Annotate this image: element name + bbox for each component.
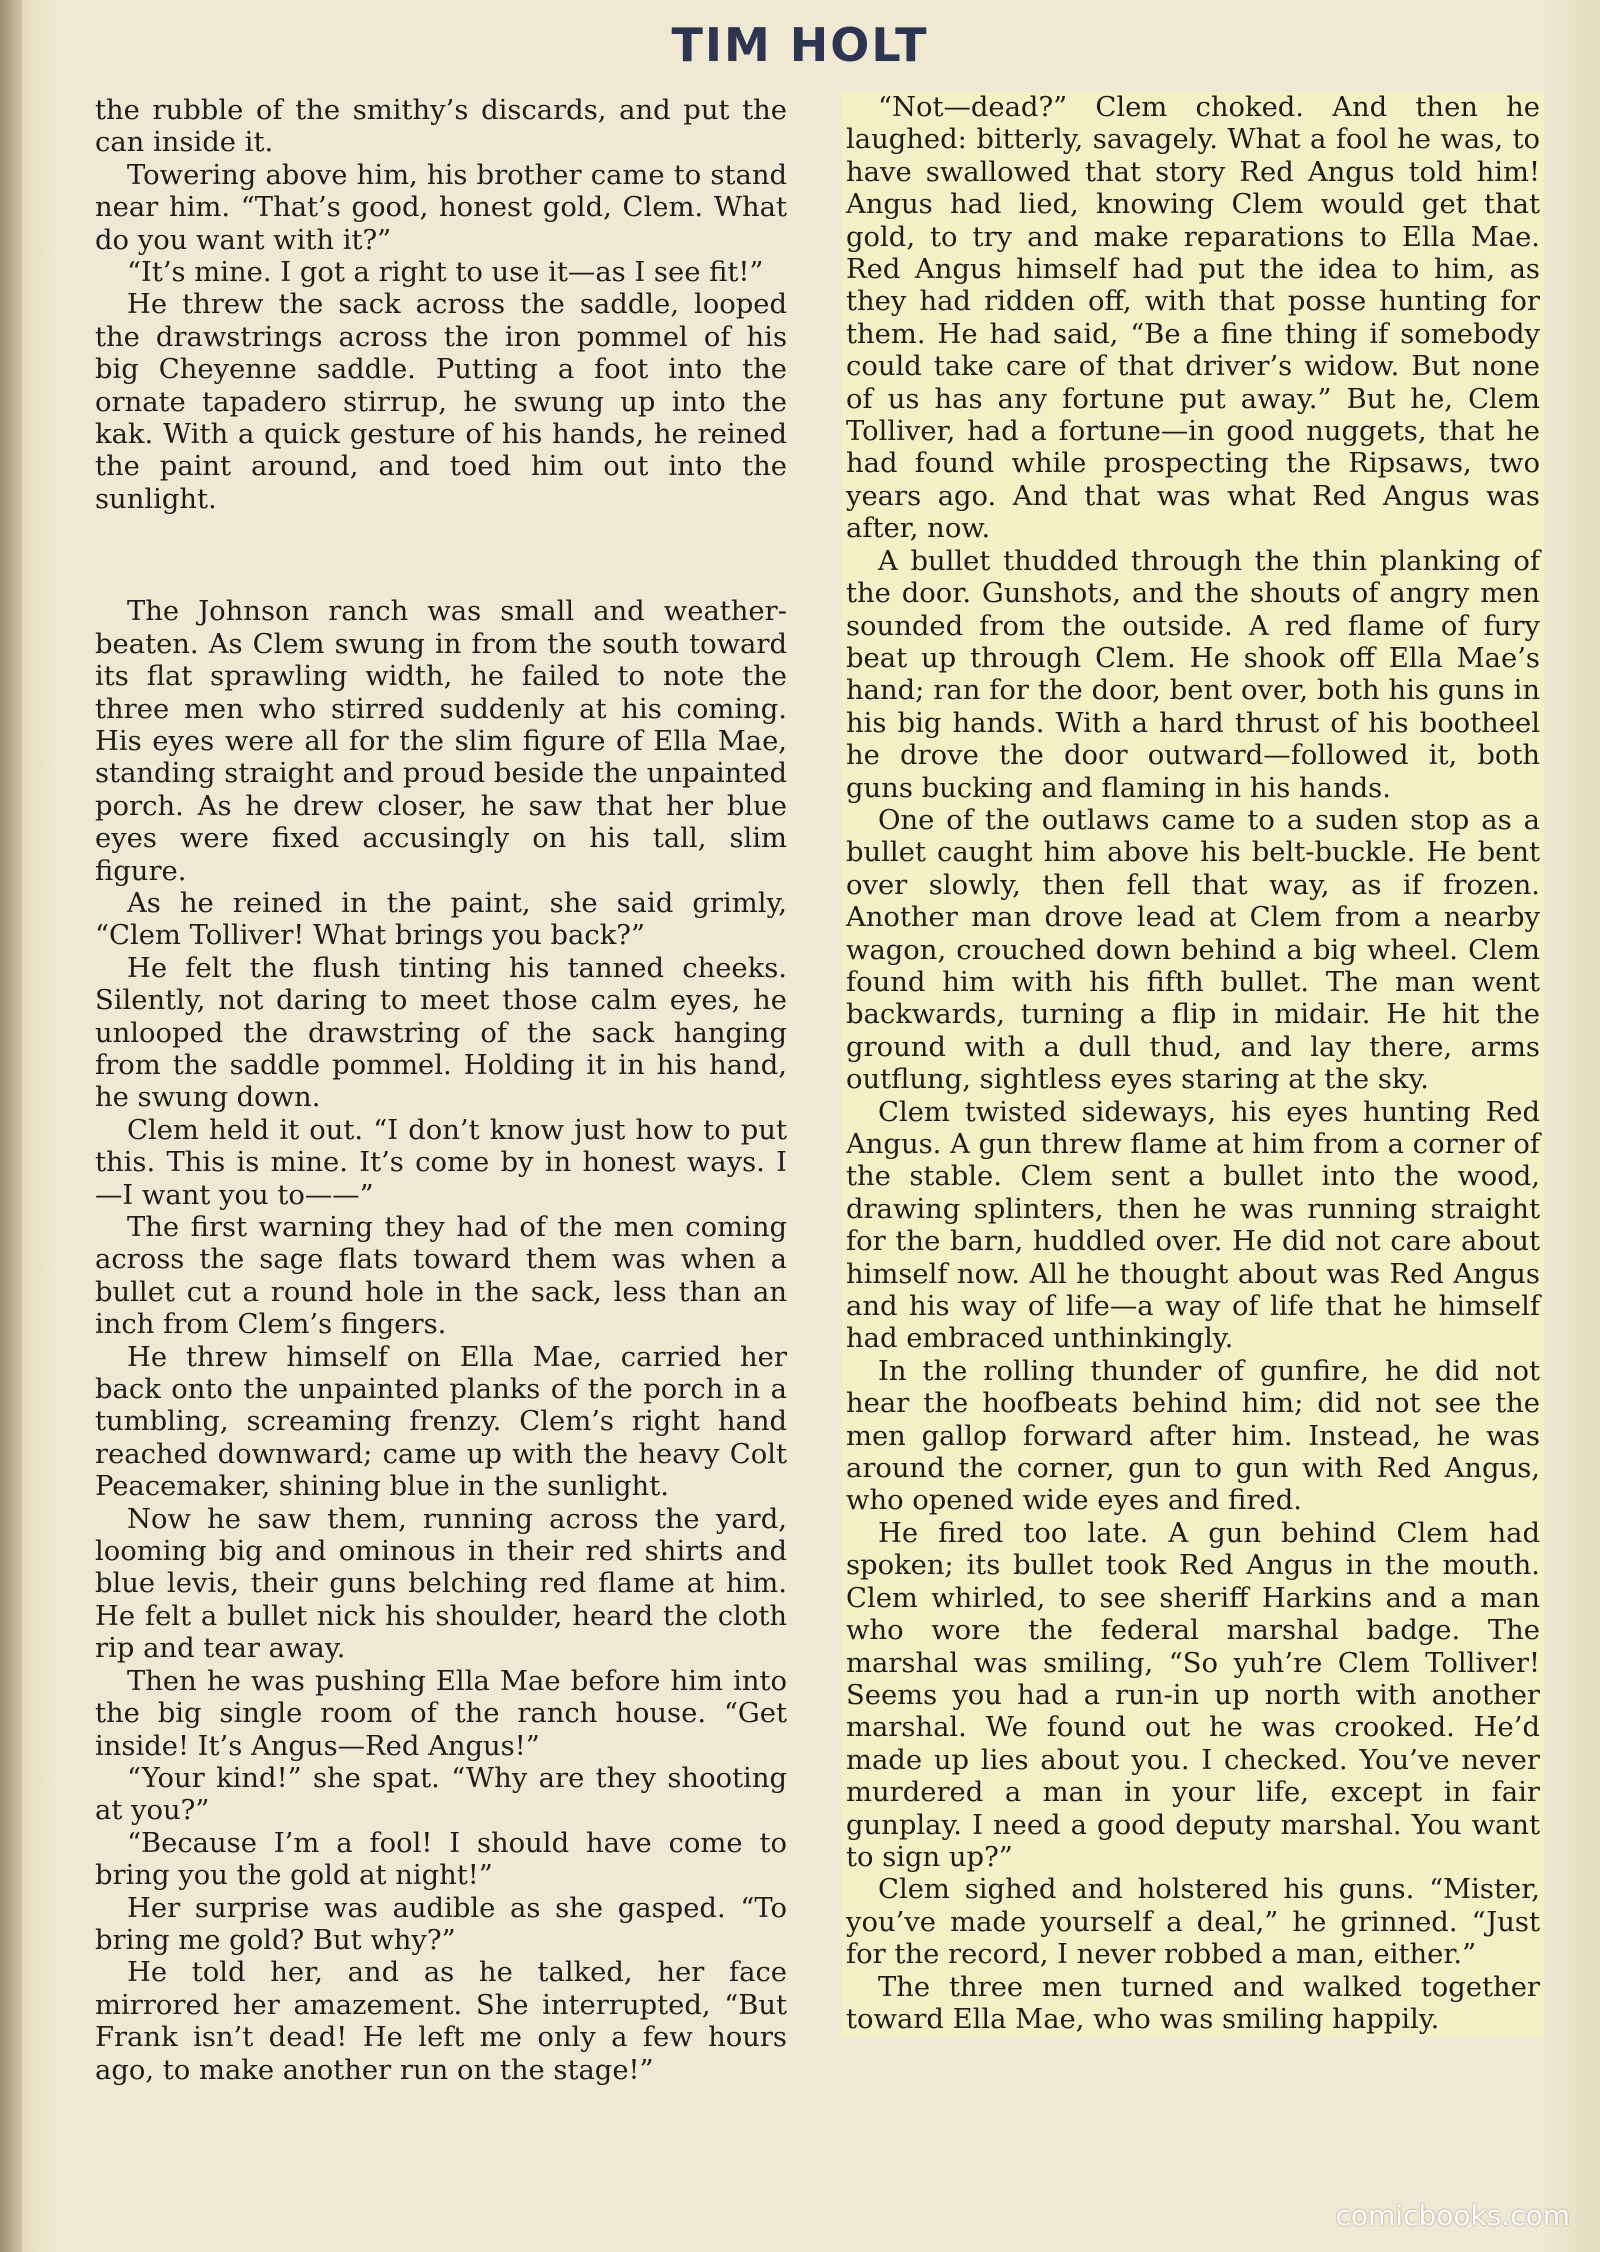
paragraph: He threw himself on Ella Mae, carried her back onto the unpainted planks of the porch in a tumbling, screaming frenzy. Clem’s right hand reached downward; came up with the heavy Colt Peacemaker, shining blue in the sunlight.: [95, 1341, 787, 1503]
right-text-column: [842, 92, 1544, 2036]
paragraph: Now he saw them, running across the yard, looming big and ominous in their red shirts and blue levis, their guns belching red flame at him. He felt a bullet nick his shoulder, heard the cloth rip and tear away.: [95, 1503, 787, 1665]
paragraph: Clem held it out. “I don’t know just how to put this. This is mine. It’s come by in honest ways. I—I want you to——”: [95, 1114, 787, 1211]
paragraph: As he reined in the paint, she said grimly, “Clem Tolliver! What brings you back?”: [95, 887, 787, 952]
paragraph: The first warning they had of the men coming across the sage flats toward them was when a bullet cut a round hole in the sack, less than an inch from Clem’s fingers.: [95, 1212, 787, 1341]
paragraph: Towering above him, his brother came to stand near him. “That’s good, honest gold, Clem. What do you want with it?”: [95, 159, 787, 256]
paragraph: “Not—dead?” Clem choked. And then he laughed: bitterly, savagely. What a fool he was, to have swallowed that story Red Angus told him! Angus had lied, knowing Clem would get that gold, to try and make reparations to Ella Mae. Red Angus himself had put the idea to him, as they had ridden off, with that posse hunting for them. He had said, “Be a fine thing if somebody could take care of that driver’s widow. But none of us has any fortune put away.” But he, Clem Tolliver, had a fortune—in good nuggets, that he had found while prospecting the Ripsaws, two years ago. And that was what Red Angus was after, now.: [846, 92, 1540, 545]
page-header-title: TIM HOLT: [671, 18, 929, 72]
paragraph: In the rolling thunder of gunfire, he did not hear the hoofbeats behind him; did not see the men gallop forward after him. Instead, he was around the corner, gun to gun with Red Angus, who opened wide eyes and fired.: [846, 1355, 1540, 1517]
site-watermark: comicbooks.com: [1335, 2199, 1570, 2232]
paragraph: Her surprise was audible as she gasped. “To bring me gold? But why?”: [95, 1892, 787, 1956]
paragraph: One of the outlaws came to a suden stop as a bullet caught him above his belt-buckle. He bent over slowly, then fell that way, as if frozen. Another man drove lead at Clem from a nearby wagon, crouched down behind a big wheel. Clem found him with his fifth bullet. The man went backwards, turning a flip in midair. He hit the ground with a dull thud, and lay there, arms outflung, sightless eyes staring at the sky.: [846, 804, 1540, 1096]
paragraph: He felt the flush tinting his tanned cheeks. Silently, not daring to meet those calm eyes, he unlooped the drawstring of the sack hanging from the saddle pommel. Holding it in his hand, he swung down.: [95, 952, 787, 1114]
paragraph: Then he was pushing Ella Mae before him into the big single room of the ranch house. “Get inside! It’s Angus—Red Angus!”: [95, 1665, 787, 1762]
paragraph: He fired too late. A gun behind Clem had spoken; its bullet took Red Angus in the mouth. Clem whirled, to see sheriff Harkins and a man who wore the federal marshal badge. The marshal was smiling, “So yuh’re Clem Tolliver! Seems you had a run-in up north with another marshal. We found out he was crooked. He’d made up lies about you. I checked. You’ve never murdered a man in your life, except in fair gunplay. I need a good deputy marshal. You want to sign up?”: [846, 1517, 1540, 1873]
paragraph: “Because I’m a fool! I should have come to bring you the gold at night!”: [95, 1827, 787, 1892]
paragraph: He threw the sack across the saddle, looped the drawstrings across the iron pommel of his big Cheyenne saddle. Putting a foot into the ornate tapadero stirrup, he swung up into the kak. With a quick gesture of his hands, he reined the paint around, and toed him out into the sunlight.: [95, 289, 787, 515]
page-spine-shadow: [0, 0, 22, 2252]
paragraph: He told her, and as he talked, her face mirrored her amazement. She interrupted, “But Frank isn’t dead! He left me only a few hours ago, to make another run on the stage!”: [95, 1957, 787, 2086]
paragraph: “It’s mine. I got a right to use it—as I see fit!”: [127, 257, 764, 289]
paragraph: Clem twisted sideways, his eyes hunting Red Angus. A gun threw flame at him from a corner of the stable. Clem sent a bullet into the wood, drawing splinters, then he was running straight for the barn, huddled over. He did not care about himself now. All he thought about was Red Angus and his way of life—a way of life that he himself had embraced unthinkingly.: [846, 1096, 1540, 1355]
paragraph: The Johnson ranch was small and weather-beaten. As Clem swung in from the south toward its flat sprawling width, he failed to note the three men who stirred suddenly at his coming. His eyes were all for the slim figure of Ella Mae, standing straight and proud beside the unpainted porch. As he drew closer, he saw that her blue eyes were fixed accusingly on his tall, slim figure.: [95, 596, 787, 887]
paragraph: the rubble of the smithy’s discards, and put the can inside it.: [95, 95, 787, 159]
paragraph: The three men turned and walked together toward Ella Mae, who was smiling happily.: [846, 1971, 1540, 2035]
left-text-column: [95, 95, 787, 2087]
paragraph: “Your kind!” she spat. “Why are they shooting at you?”: [95, 1762, 787, 1827]
section-break: [95, 516, 787, 596]
paragraph: Clem sighed and holstered his guns. “Mister, you’ve made yourself a deal,” he grinned. “Just for the record, I never robbed a man, either.”: [846, 1874, 1540, 1971]
paragraph: A bullet thudded through the thin planking of the door. Gunshots, and the shouts of angry men sounded from the outside. A red flame of fury beat up through Clem. He shook off Ella Mae’s hand; ran for the door, bent over, both his guns in his big hands. With a hard thrust of his bootheel he drove the door outward—followed it, both guns bucking and flaming in his hands.: [846, 545, 1540, 804]
